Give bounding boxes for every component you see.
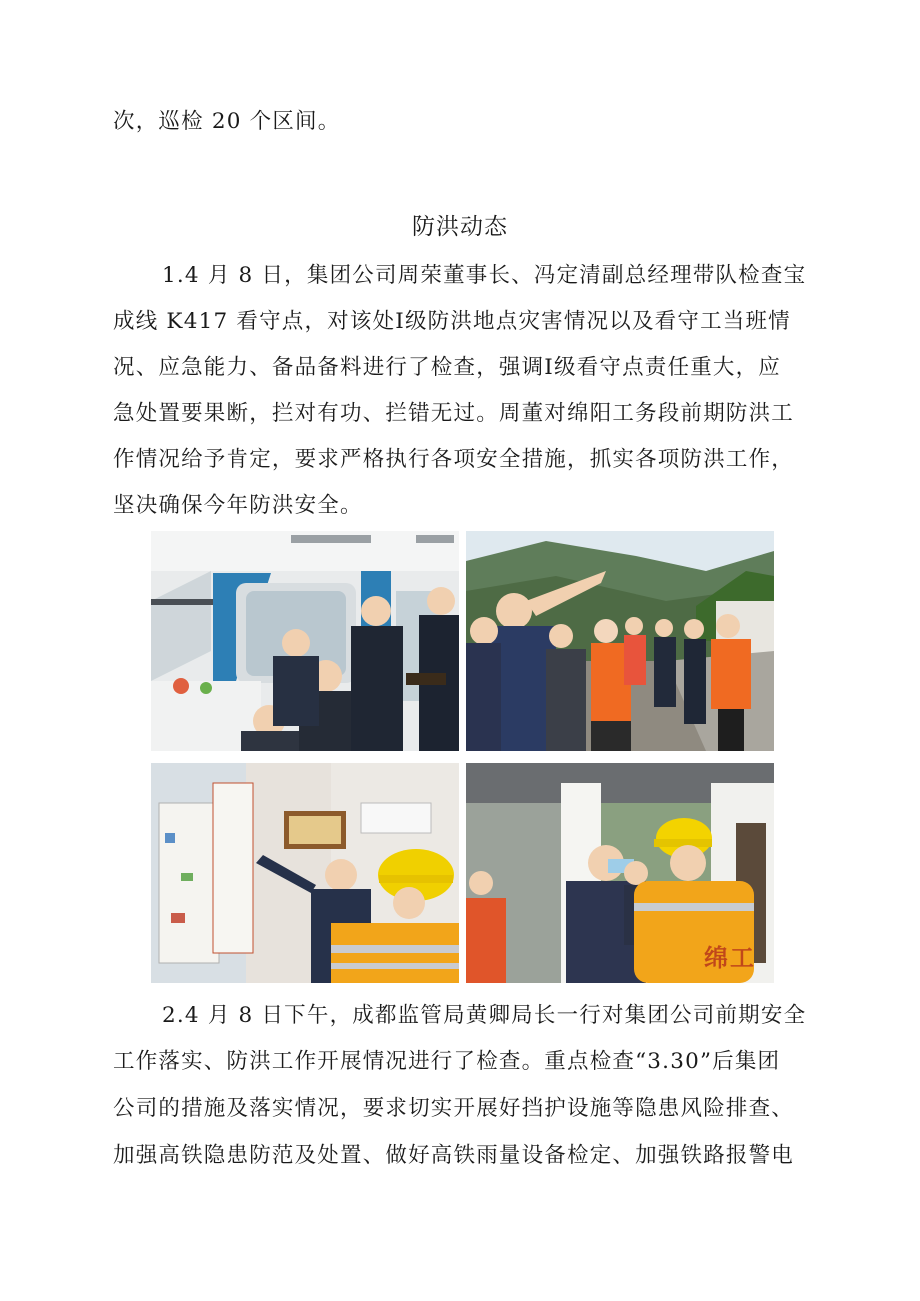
photo-cabin-inspection (151, 531, 459, 751)
photo-map-wall (151, 763, 459, 983)
paragraph-line: 况、应急能力、备品备料进行了检查，强调Ⅰ级看守点责任重大，应 (113, 355, 781, 380)
continued-paragraph-line: 次，巡检 20 个区间。 (113, 109, 341, 134)
paragraph-line: 公司的措施及落实情况，要求切实开展好挡护设施等隐患风险排查、 (113, 1096, 795, 1121)
paragraph-line: 成线 K417 看守点，对该处Ⅰ级防洪地点灾害情况以及看守工当班情 (113, 309, 791, 334)
paragraph-line: 坚决确保今年防洪安全。 (113, 493, 363, 518)
vest-lettering: 绵工 (704, 944, 756, 972)
paragraph-line: 工作落实、防洪工作开展情况进行了检查。重点检查“3.30”后集团 (113, 1049, 781, 1074)
paragraph-line: 2.4 月 8 日下午，成都监管局黄卿局长一行对集团公司前期安全 (162, 1003, 807, 1028)
section-title: 防洪动态 (412, 214, 508, 240)
paragraph-line: 急处置要果断，拦对有功、拦错无过。周董对绵阳工务段前期防洪工 (113, 401, 795, 426)
paragraph-line: 作情况给予肯定，要求严格执行各项安全措施，抓实各项防洪工作， (113, 447, 795, 472)
photo-worker-station (466, 763, 774, 983)
paragraph-line: 加强高铁隐患防范及处置、做好高铁雨量设备检定、加强铁路报警电 (113, 1143, 795, 1168)
paragraph-line: 1.4 月 8 日，集团公司周荣董事长、冯定清副总经理带队检查宝 (162, 263, 807, 288)
photo-site-mountains (466, 531, 774, 751)
